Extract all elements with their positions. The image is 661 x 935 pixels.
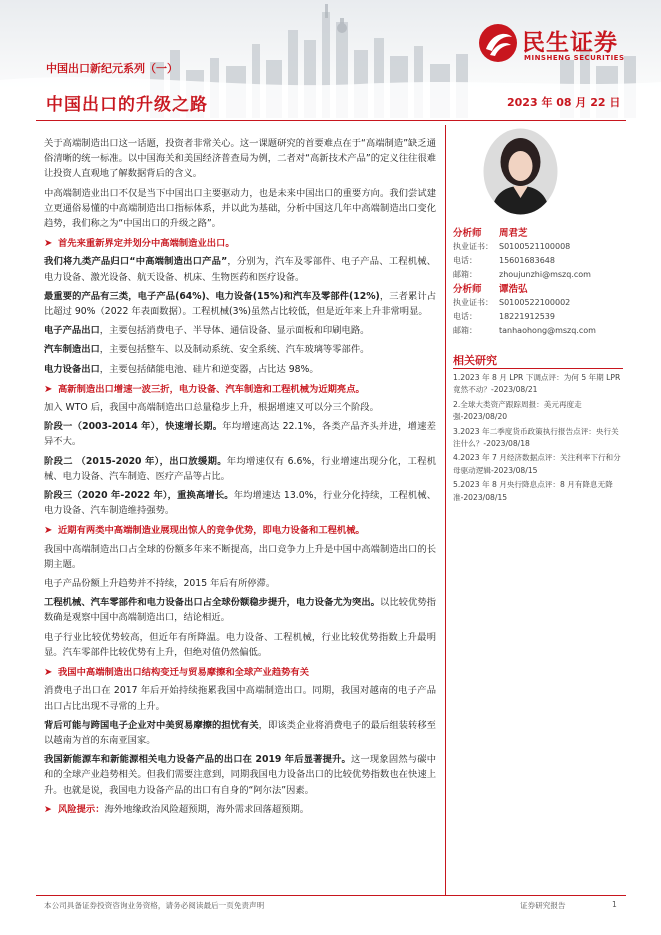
summary-paragraph: 我国新能源车和新能源相关电力设备产品的出口在 2019 年后显著提升。这一现象固然与碳中和的全球产业趋势相关。但我们需要注意到，同期我国电力设备出口的比较优势指数也在快速上升。也就是说，我国电力设备产品的出口有自身的“阿尔法”因素。	[44, 754, 436, 796]
analyst-cert: S0100521100008	[499, 241, 571, 251]
summary-paragraph: 阶段一（2003-2014 年），快速增长期。年均增速高达 22.1%，各类产品齐头并进，增速差异不大。	[44, 421, 436, 448]
analyst-card: 分析师 周君芝 执业证书： S0100521100008 电话： 15601683648 邮箱： zhoujunzhi@mszq.com	[453, 225, 623, 281]
analyst-name: 谭浩弘	[499, 284, 528, 295]
footer-report-type: 证券研究报告	[520, 901, 566, 910]
arrow-icon: ➤	[44, 803, 52, 815]
footer-disclaimer: 本公司具备证券投资咨询业务资格，请务必阅读最后一页免责声明	[44, 901, 265, 910]
related-research-item[interactable]: 1.2023 年 8 月 LPR 下调点评：为何 5 年期 LPR 竟然不动？-2023/08/21	[453, 373, 621, 395]
series-title: 中国出口新纪元系列（一）	[46, 62, 178, 75]
summary-paragraph: 最重要的产品有三类，电子产品(64%)、电力设备(15%)和汽车及零部件(12%)，三者累计占比超过 90%（2022 年表面数据）。工程机械(3%)虽然占比较低，但是近年来上升非常明显。	[44, 290, 436, 318]
analyst-phone: 18221912539	[499, 311, 555, 321]
report-title: 中国出口的升级之路	[46, 95, 208, 115]
summary-paragraph: 关于高端制造出口这一话题，投资者非常关心。这一课题研究的首要难点在于“高端制造”缺乏通俗清晰的统一标准。以中国海关和美国经济普查局为例，二者对“高新技术产品”的定义往往很难让投资人直观地了解数据背后的含义。	[44, 138, 436, 180]
logo-text-en: MINSHENG SECURITIES	[524, 54, 625, 62]
analyst-photo	[483, 128, 558, 215]
section-heading: ➤ 我国中高端制造出口结构变迁与贸易摩擦和全球产业趋势有关	[44, 665, 436, 680]
related-divider	[453, 368, 623, 369]
arrow-icon: ➤	[44, 238, 53, 250]
summary-paragraph: 消费电子出口在 2017 年后开始持续拖累我国中高端制造出口。同期，我国对越南的电子产品出口占比出现不寻常的上升。	[44, 685, 436, 712]
logo-text-cn: 民生证券	[522, 30, 618, 56]
summary-paragraph: 加入 WTO 后，我国中高端制造出口总量稳步上升，根据增速又可以分三个阶段。	[44, 402, 379, 414]
analyst-card: 分析师 谭浩弘 执业证书： S0100522100002 电话： 18221912539 邮箱： tanhaohong@mszq.com	[453, 281, 623, 337]
report-summary	[44, 136, 436, 817]
footer-divider	[36, 895, 626, 896]
header-divider	[36, 120, 626, 121]
arrow-icon: ➤	[44, 525, 53, 537]
summary-paragraph: 电子行业比较优势较高，但近年有所降温。电力设备、工程机械，行业比较优势指数上升最明显。汽车零部件比较优势有上升，但绝对值仍然偏低。	[44, 631, 436, 658]
arrow-icon: ➤	[44, 383, 53, 395]
related-research-item[interactable]: 4.2023 年 7 月经济数据点评：关注利率下行和分母驱动逻辑-2023/08/15	[453, 453, 621, 475]
analyst-phone: 15601683648	[499, 255, 555, 265]
report-date: 2023 年 08 月 22 日	[507, 96, 621, 109]
company-logo	[478, 23, 643, 63]
analyst-name: 周君芝	[499, 228, 528, 239]
section-heading: ➤ 首先来重新界定并划分中高端制造业出口。	[44, 236, 436, 251]
summary-paragraph: 电子产品份额上升趋势并不持续，2015 年后有所停滞。	[44, 578, 276, 590]
summary-paragraph: 汽车制造出口，主要包括整车、以及制动系统、安全系统、汽车玻璃等零部件。	[44, 344, 370, 356]
analyst-role: 分析师	[453, 284, 482, 295]
header-banner	[0, 0, 661, 118]
summary-paragraph: 阶段二 （2015-2020 年），出口放缓期。年均增速仅有 6.6%，行业增速出现分化，工程机械、电力设备、汽车制造、医疗产品等占比。	[44, 455, 437, 482]
analyst-email[interactable]: zhoujunzhi@mszq.com	[499, 269, 591, 279]
column-divider	[445, 125, 446, 895]
summary-paragraph: 电力设备出口，主要包括储能电池、硅片和逆变器，占比达 98%。	[44, 363, 319, 375]
section-heading: ➤ 高新制造出口增速一波三折，电力设备、汽车制造和工程机械为近期亮点。	[44, 382, 436, 397]
analyst-email[interactable]: tanhaohong@mszq.com	[499, 325, 596, 335]
related-research-list	[453, 372, 623, 506]
section-heading: ➤ 近期有两类中高端制造业展现出惊人的竞争优势，即电力设备和工程机械。	[44, 523, 436, 538]
summary-paragraph: 我国中高端制造出口占全球的份额多年来不断提高，出口竞争力上升是中国中高端制造出口的长期主题。	[44, 543, 436, 570]
summary-paragraph: 工程机械、汽车零部件和电力设备出口占全球份额稳步提升，电力设备尤为突出。以比较优势指数确是观察中国中高端制造出口，结论相近。	[44, 597, 436, 624]
summary-paragraph: 中高端制造业出口不仅是当下中国出口主要驱动力，也是未来中国出口的重要方向。我们尝试建立更通俗易懂的中高端制造出口指标体系，并以此为基础，分析中国这几年中高端制造出口变化趋势，我们称之为“中国出口的升级之路”。	[44, 187, 436, 230]
summary-paragraph: 我们将九类产品归口“中高端制造出口产品”，分别为，汽车及零部件、电子产品、工程机械、电力设备、激光设备、航天设备、机床、生物医药和医疗设备。	[44, 256, 436, 283]
summary-paragraph: 电子产品出口，主要包括消费电子、半导体、通信设备、显示面板和印刷电路。	[44, 325, 370, 337]
risk-warning: ➤ 风险提示：海外地缘政治风险超预期，海外需求回落超预期。	[44, 802, 436, 817]
related-research-item[interactable]: 2.全球大类资产跟踪周报：美元再度走强-2023/08/20	[453, 399, 582, 422]
summary-paragraph: 背后可能与跨国电子企业对中美贸易摩擦的担忧有关，即该类企业将消费电子的最后组装转移至以越南为首的东南亚国家。	[44, 719, 436, 746]
related-research-title: 相关研究	[453, 354, 497, 367]
arrow-icon: ➤	[44, 667, 53, 679]
related-research-item[interactable]: 3.2023 年二季度货币政策执行报告点评：央行关注什么？-2023/08/18	[453, 426, 619, 449]
summary-paragraph: 阶段三（2020 年-2022 年），重换高增长。年均增速达 13.0%，行业分化持续，工程机械、电力设备、汽车制造维持强势。	[44, 490, 436, 517]
analyst-cert: S0100522100002	[499, 297, 571, 307]
related-research-item[interactable]: 5.2023 年 8 月央行降息点评：8 月有降息无降准-2023/08/15	[453, 480, 613, 502]
logo-mark-icon	[478, 23, 518, 63]
analyst-role: 分析师	[453, 228, 482, 239]
page-number: 1	[612, 900, 617, 909]
